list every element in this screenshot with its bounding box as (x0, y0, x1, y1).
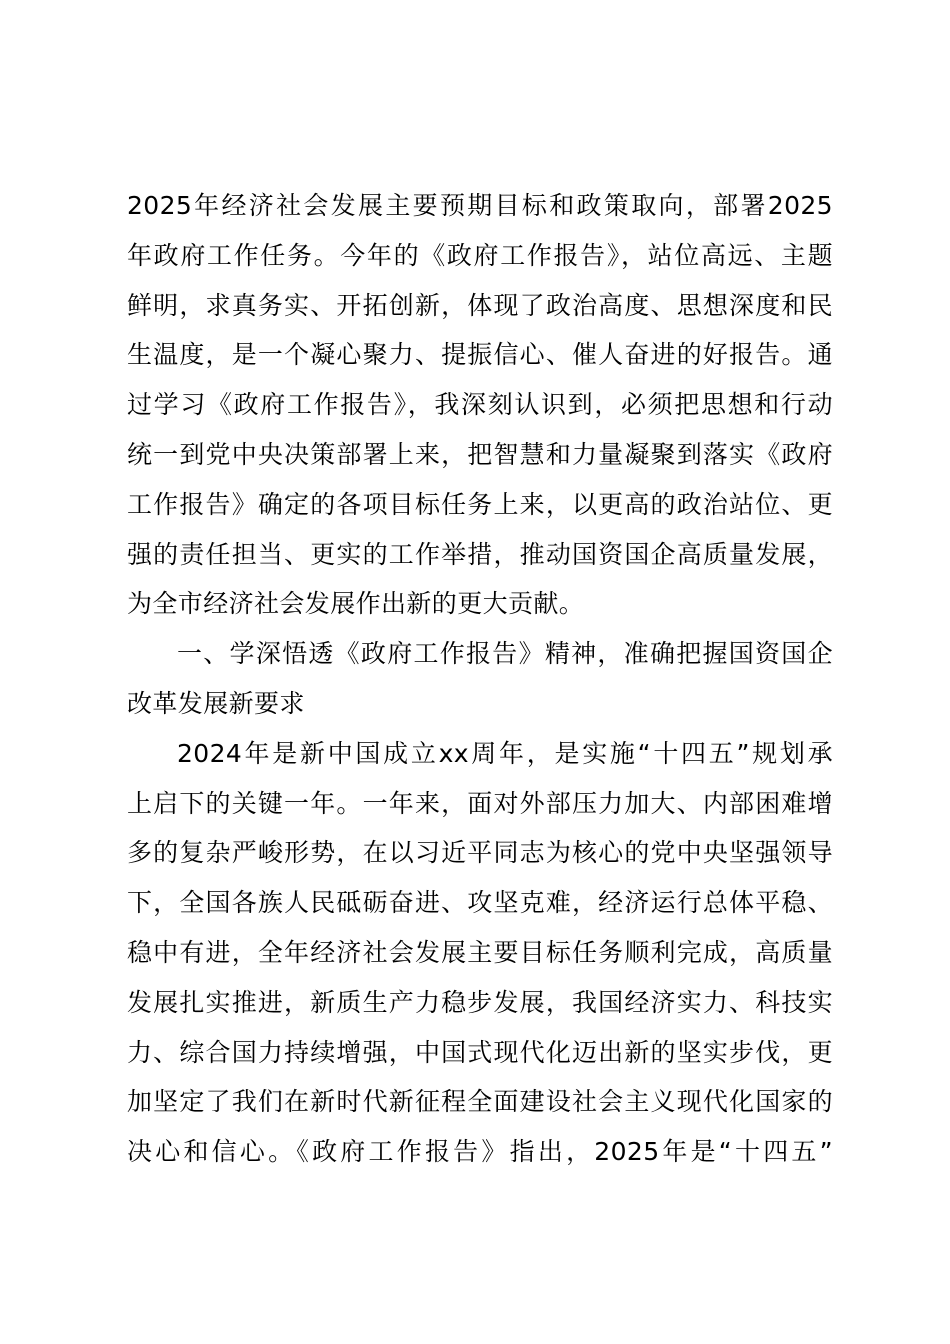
text-line: 加坚定了我们在新时代新征程全面建设社会主义现代化国家的 (127, 1087, 833, 1117)
text-line: 过学习《政府工作报告》，我深刻认识到，必须把思想和行动 (127, 390, 833, 420)
text-line: 决心和信心。《政府工作报告》指出，2025年是“十四五” (127, 1137, 833, 1167)
text-line: 多的复杂严峻形势，在以习近平同志为核心的党中央坚强领导 (127, 838, 833, 868)
text-line: 统一到党中央决策部署上来，把智慧和力量凝聚到落实《政府 (127, 439, 833, 469)
text-line: 强的责任担当、更实的工作举措，推动国资国企高质量发展， (127, 539, 833, 569)
text-line: 2025年经济社会发展主要预期目标和政策取向，部署2025 (127, 191, 833, 220)
text-line: 生温度，是一个凝心聚力、提振信心、催人奋进的好报告。通 (127, 340, 833, 370)
text-line: 发展扎实推进，新质生产力稳步发展，我国经济实力、科技实 (127, 987, 833, 1017)
document-page (127, 181, 833, 1177)
text-line: 工作报告》确定的各项目标任务上来，以更高的政治站位、更 (127, 489, 833, 519)
text-line: 稳中有进，全年经济社会发展主要目标任务顺利完成，高质量 (127, 937, 833, 967)
text-line: 年政府工作任务。今年的《政府工作报告》，站位高远、主题 (127, 240, 833, 270)
text-line: 鲜明，求真务实、开拓创新，体现了政治高度、思想深度和民 (127, 290, 833, 320)
text-line: 改革发展新要求 (127, 688, 305, 718)
text-line: 力、综合国力持续增强，中国式现代化迈出新的坚实步伐，更 (127, 1037, 833, 1067)
text-line: 2024年是新中国成立xx周年，是实施“十四五”规划承 (177, 738, 833, 768)
text-line: 为全市经济社会发展作出新的更大贡献。 (127, 589, 585, 619)
text-line: 上启下的关键一年。一年来，面对外部压力加大、内部困难增 (127, 788, 833, 818)
text-line: 下，全国各族人民砥砺奋进、攻坚克难，经济运行总体平稳、 (127, 888, 833, 918)
text-line: 一、学深悟透《政府工作报告》精神，准确把握国资国企 (177, 639, 833, 669)
